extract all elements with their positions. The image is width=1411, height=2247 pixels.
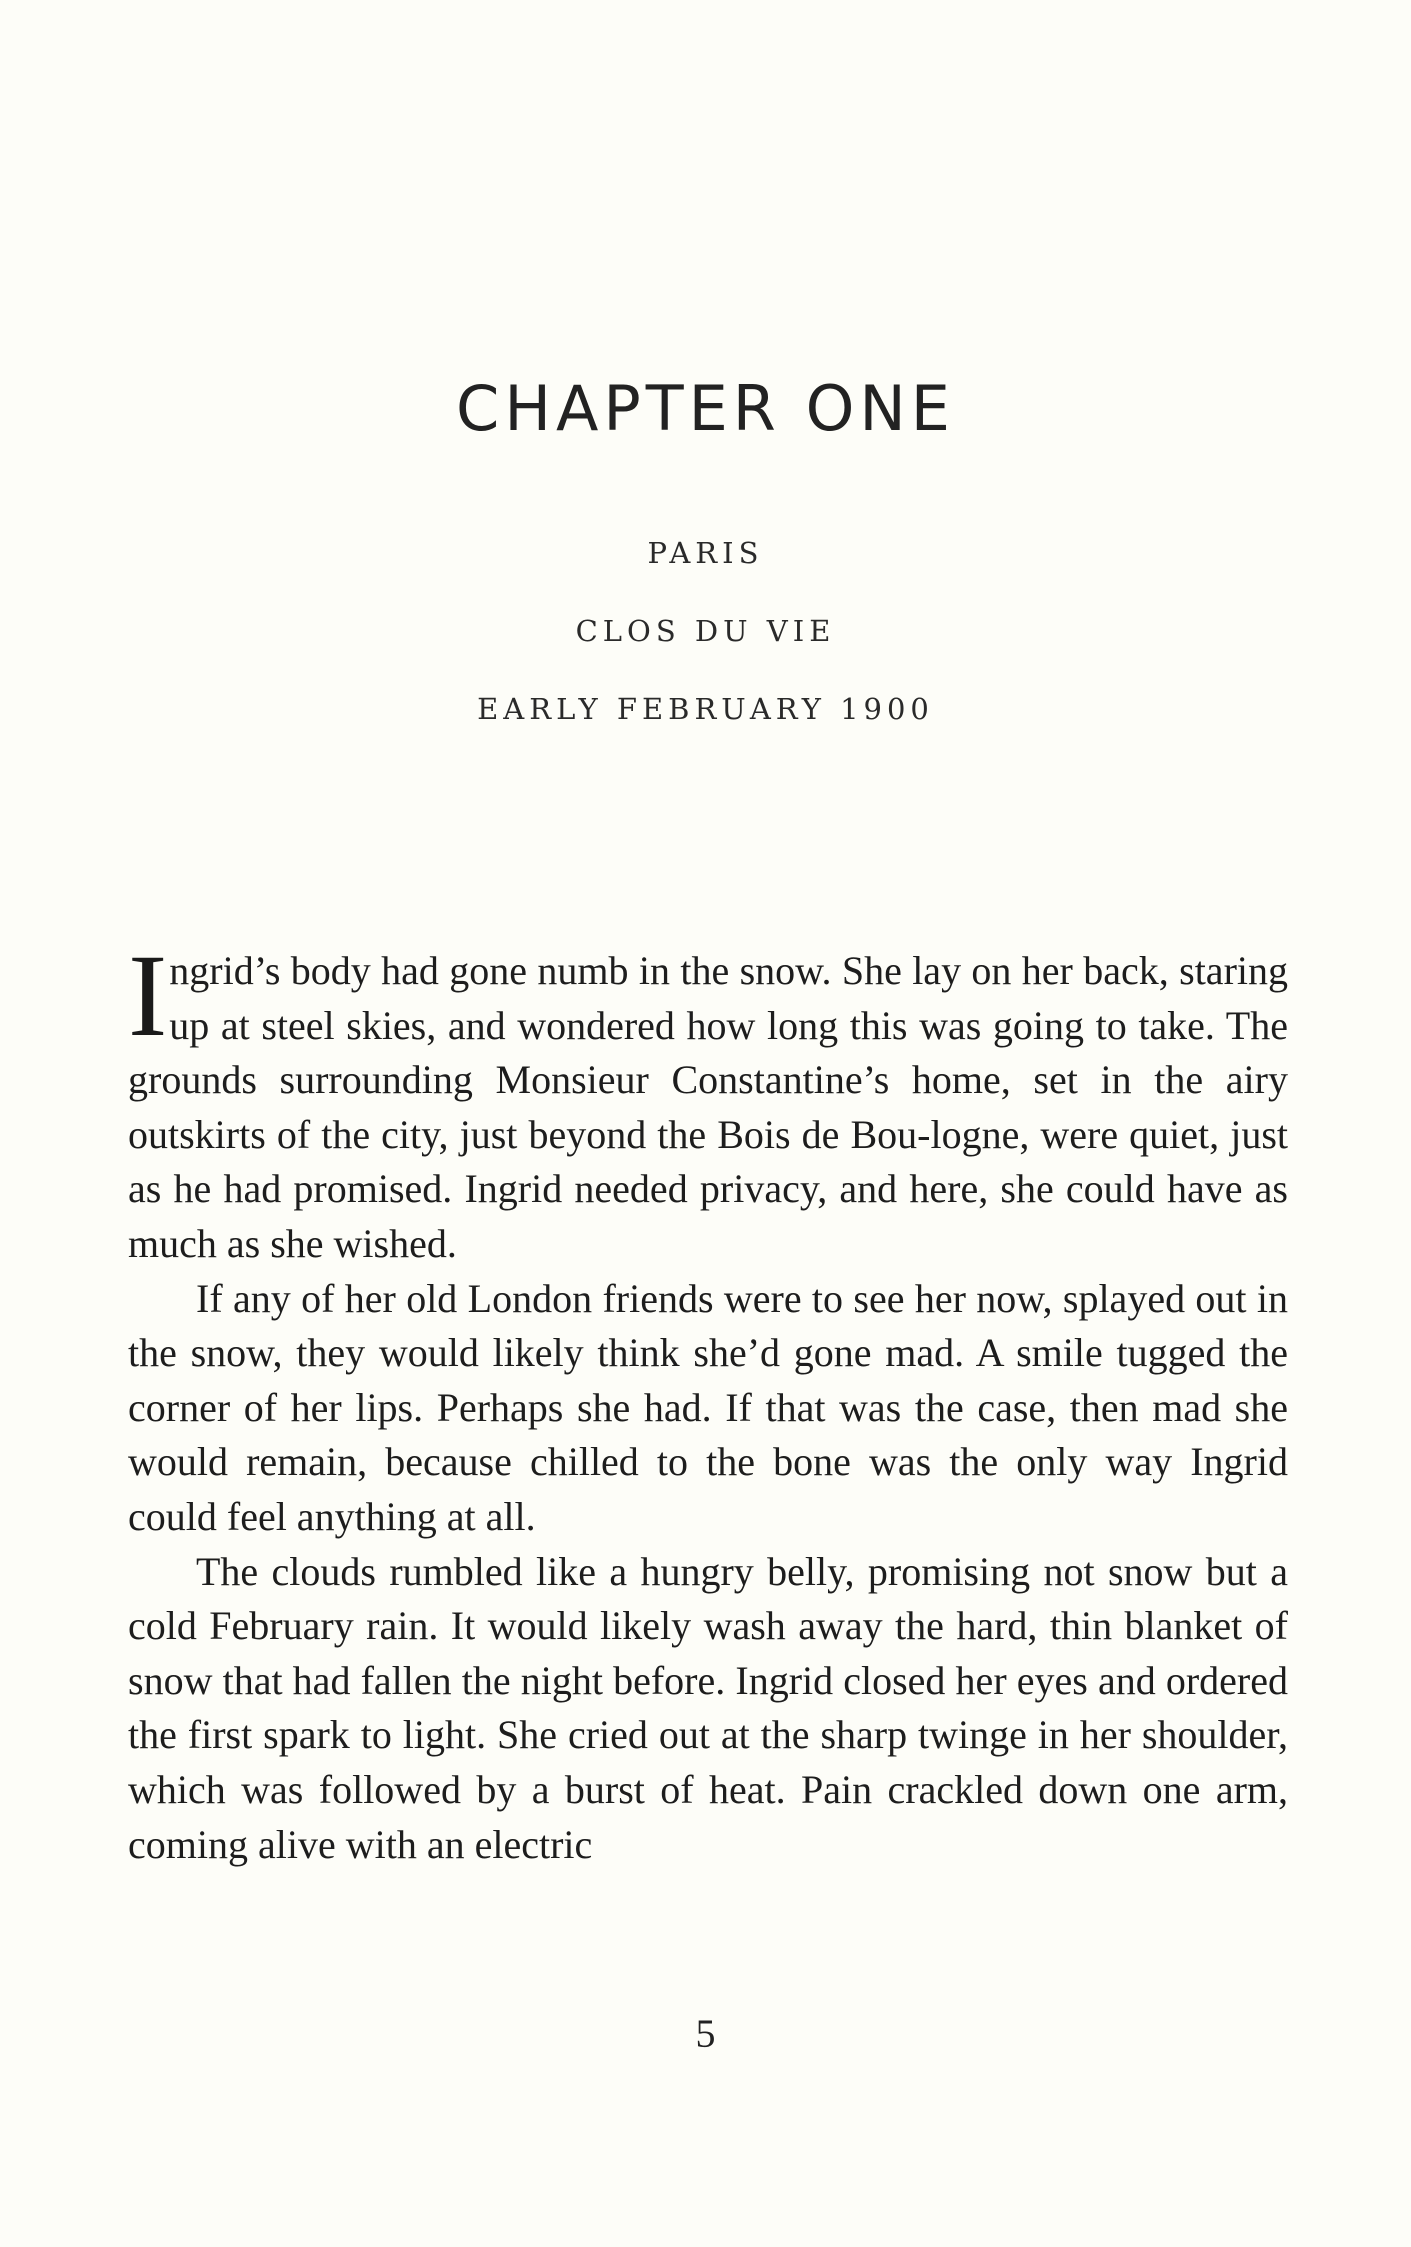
chapter-body [128, 930, 1288, 1872]
paragraph-2: If any of her old London friends were to see her now, splayed out in the snow, they would likely think she’d gone mad. A smile tugged the corner of her lips. Perhaps she had. If that was the case, then mad she would remain, because chilled to the bone was the only way Ingrid could feel anything at all. [128, 1275, 1288, 1539]
paragraph-1-text: ngrid’s body had gone numb in the snow. She lay on her back, staring up at steel skies, and wondered how long this was going to take. The grounds surrounding Monsieur Constantine’s home, set in the airy outskirts of the city, just beyond the Bois de Bou-logne, were quiet, just as he had promised. Ingrid needed privacy, and here, she could have as much as she wished. [128, 948, 1288, 1266]
paragraph-1 [128, 930, 1288, 1272]
chapter-title: CHAPTER ONE [456, 372, 955, 445]
page-number: 5 [695, 2011, 716, 2056]
chapter-place: CLOS DU VIE [575, 614, 836, 648]
chapter-date: EARLY FEBRUARY 1900 [477, 692, 934, 726]
chapter-location: PARIS [647, 536, 764, 570]
drop-cap: I [128, 930, 168, 1061]
paragraph-3: The clouds rumbled like a hungry belly, promising not snow but a cold February rain. It would likely wash away the hard, thin blanket of snow that had fallen the night before. Ingrid closed her eyes and ordered the first spark to light. She cried out at the sharp twinge in her shoulder, which was followed by a burst of heat. Pain crackled down one arm, coming alive with an electric [128, 1548, 1288, 1867]
